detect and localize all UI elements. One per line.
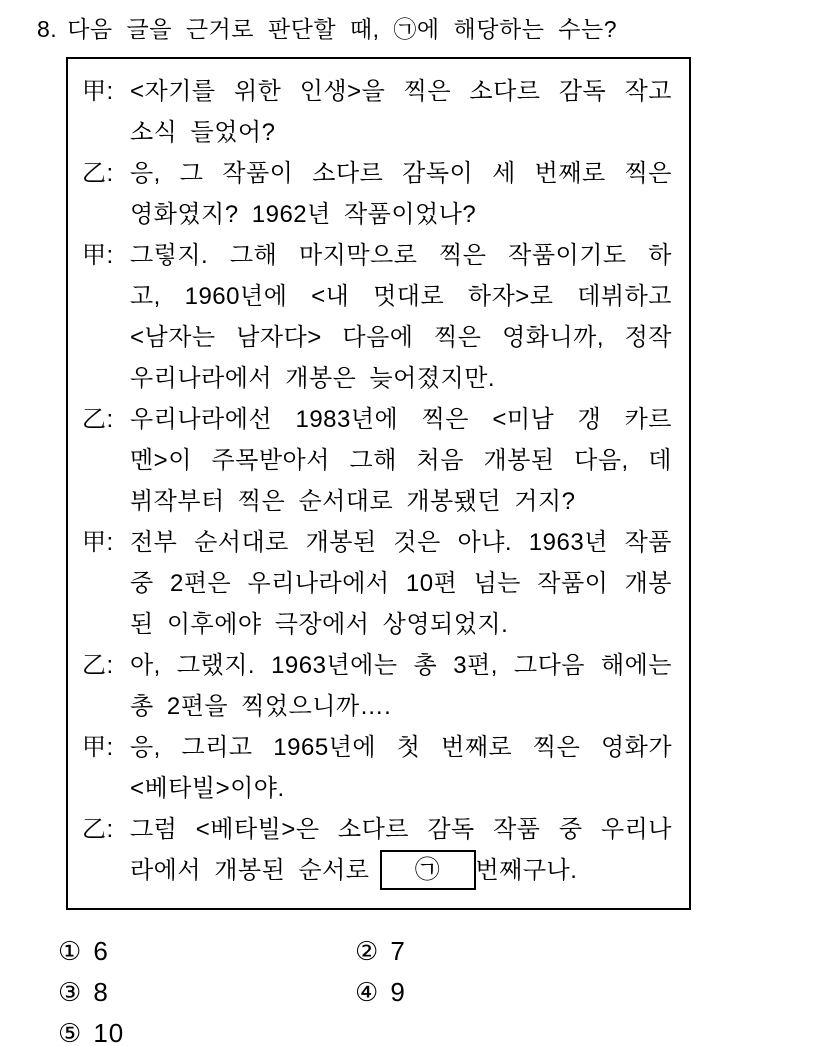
speaker-label: 乙: — [82, 652, 114, 679]
speech-line: 멘>이 주목받아서 그해 처음 개봉된 다음, 데 — [130, 447, 672, 474]
speech-line: 우리나라에선 1983년에 찍은 <미남 갱 카르 — [130, 406, 672, 433]
circled-blank-box: ㉠ — [380, 850, 476, 890]
speaker-label: 乙: — [82, 816, 114, 843]
speech-lines — [130, 522, 672, 645]
choice-value: 10 — [93, 1018, 125, 1046]
speech-lines — [130, 645, 672, 727]
speech-lines — [130, 235, 672, 399]
speech-lines — [130, 399, 672, 522]
dialogue-turn — [82, 522, 672, 645]
speech-line-with-blank — [130, 850, 672, 891]
dialogue-turn — [82, 809, 672, 891]
choice-value: 7 — [390, 936, 406, 966]
choice-option-8 — [58, 977, 355, 1008]
speech-line: 그렇지. 그해 마지막으로 찍은 작품이기도 하 — [130, 242, 672, 269]
choice-marker: ③ — [58, 977, 82, 1007]
blank-line-after: 번째구나. — [475, 857, 578, 884]
speech-line: 중 2편은 우리나라에서 10편 넘는 작품이 개봉 — [130, 570, 672, 597]
speech-lines — [130, 71, 672, 153]
answer-choices — [58, 931, 678, 1046]
speaker-label: 乙: — [82, 160, 114, 187]
choice-option-9 — [355, 977, 678, 1008]
choice-value: 6 — [93, 936, 109, 966]
choice-option-6 — [58, 936, 355, 967]
speech-line: 영화였지? 1962년 작품이었나? — [130, 201, 477, 228]
speech-line: <남자는 남자다> 다음에 찍은 영화니까, 정작 — [130, 324, 672, 351]
question-title: 다음 글을 근거로 판단할 때, ㉠에 해당하는 수는? — [67, 16, 618, 42]
dialogue-turn — [82, 71, 672, 153]
speech-line: 우리나라에서 개봉은 늦어졌지만. — [130, 365, 496, 392]
dialogue-turn — [82, 153, 672, 235]
speaker-label: 甲: — [82, 78, 114, 105]
speech-line: 뷔작부터 찍은 순서대로 개봉됐던 거지? — [130, 488, 576, 515]
choice-value: 8 — [93, 977, 109, 1007]
speech-line: 응, 그리고 1965년에 첫 번째로 찍은 영화가 — [130, 734, 672, 761]
question-header — [37, 12, 617, 46]
dialogue-turn — [82, 645, 672, 727]
choice-marker: ② — [355, 936, 379, 966]
dialogue-turn — [82, 399, 672, 522]
speech-line: 그럼 <베타빌>은 소다르 감독 작품 중 우리나 — [130, 816, 672, 843]
speech-line: <베타빌>이야. — [130, 775, 285, 802]
dialogue — [82, 71, 672, 891]
dialogue-turn — [82, 727, 672, 809]
choice-option-7 — [355, 936, 678, 967]
speech-line: 전부 순서대로 개봉된 것은 아냐. 1963년 작품 — [130, 529, 672, 556]
speaker-label: 甲: — [82, 242, 114, 269]
passage-box — [66, 57, 691, 910]
speech-line: 응, 그 작품이 소다르 감독이 세 번째로 찍은 — [130, 160, 672, 187]
speaker-label: 乙: — [82, 406, 114, 433]
speech-line: 고, 1960년에 <내 멋대로 하자>로 데뷔하고 — [130, 283, 672, 310]
speech-line: 총 2편을 찍었으니까…. — [130, 693, 392, 720]
speech-line: 소식 들었어? — [130, 119, 276, 146]
choice-marker: ④ — [355, 977, 379, 1007]
speech-line: 된 이후에야 극장에서 상영되었지. — [130, 611, 509, 638]
choice-marker: ① — [58, 936, 82, 966]
question-number: 8. — [37, 16, 58, 42]
speech-line: <자기를 위한 인생>을 찍은 소다르 감독 작고 — [130, 78, 672, 105]
speech-lines — [130, 727, 672, 809]
speech-lines — [130, 809, 672, 891]
speaker-label: 甲: — [82, 734, 114, 761]
choice-marker: ⑤ — [58, 1018, 82, 1046]
choice-option-10 — [58, 1018, 355, 1046]
speech-lines — [130, 153, 672, 235]
dialogue-turn — [82, 235, 672, 399]
blank-line-before: 라에서 개봉된 순서로 — [130, 857, 370, 884]
speaker-label: 甲: — [82, 529, 114, 556]
speech-line: 아, 그랬지. 1963년에는 총 3편, 그다음 해에는 — [130, 652, 672, 679]
choice-value: 9 — [390, 977, 406, 1007]
